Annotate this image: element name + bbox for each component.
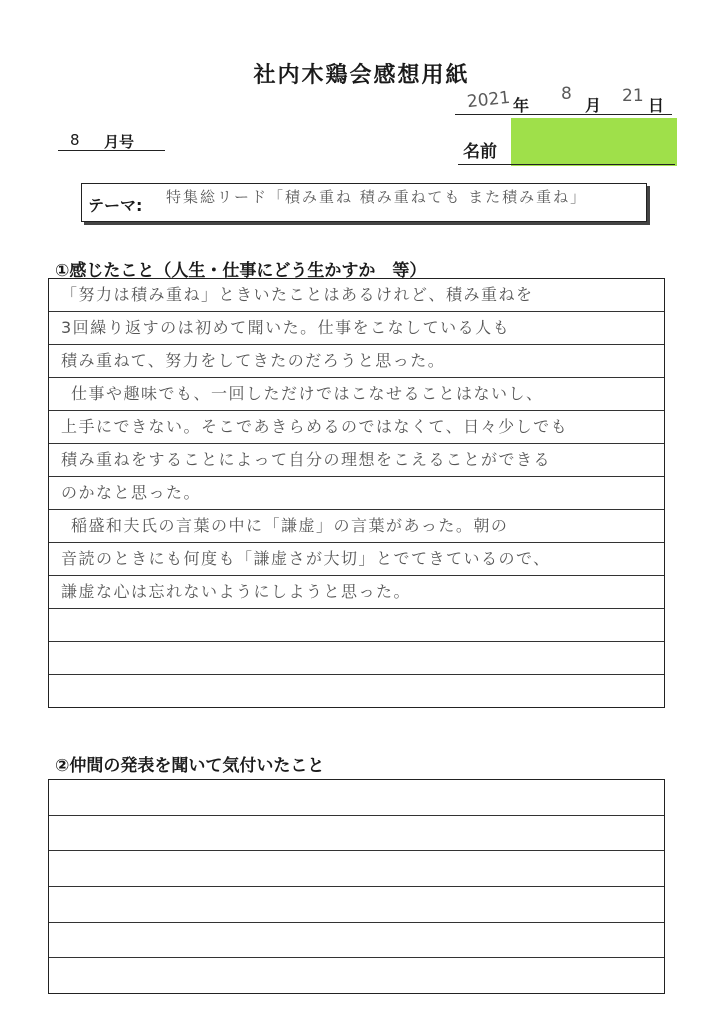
date-day: 21	[622, 86, 644, 106]
section1-line	[49, 279, 664, 312]
section2-line	[49, 887, 664, 923]
date-year: 2021	[466, 87, 512, 113]
handwritten-line: 仕事や趣味でも、一回しただけではこなせることはないし、	[71, 384, 544, 403]
section1-line	[49, 444, 664, 477]
handwritten-line: 謙虚な心は忘れないようにしようと思った。	[61, 582, 412, 601]
section1-line	[49, 345, 664, 378]
handwritten-line: 稲盛和夫氏の言葉の中に「謙虚」の言葉があった。朝の	[71, 516, 509, 535]
section1-heading: ①感じたこと（人生・仕事にどう生かすか 等）	[55, 261, 427, 281]
section2-line	[49, 816, 664, 852]
theme-label: テーマ:	[88, 196, 143, 215]
section2-lined-area	[48, 779, 665, 994]
section2-line	[49, 851, 664, 887]
section1-line	[49, 675, 664, 707]
handwritten-line: 積み重ねて、努力をしてきたのだろうと思った。	[61, 351, 446, 370]
section2-line	[49, 923, 664, 959]
handwritten-line: 3回繰り返すのは初めて聞いた。仕事をこなしている人も	[61, 318, 511, 337]
handwritten-line: 「努力は積み重ね」ときいたことはあるけれど、積み重ねを	[61, 285, 534, 304]
section1-line	[49, 576, 664, 609]
section1-line	[49, 411, 664, 444]
theme-text: 特集総リード「積み重ね 積み重ねても また積み重ね」	[166, 188, 588, 206]
section2-line	[49, 780, 664, 816]
section1-line	[49, 609, 664, 642]
name-underline	[458, 164, 675, 165]
section1-line	[49, 378, 664, 411]
handwritten-line: 上手にできない。そこであきらめるのではなくて、日々少しでも	[61, 417, 569, 436]
section1-line	[49, 642, 664, 675]
name-label: 名前	[463, 142, 497, 162]
section1-line	[49, 510, 664, 543]
date-year-label: 年	[513, 96, 530, 115]
section1-line	[49, 543, 664, 576]
handwritten-line: のかなと思った。	[61, 483, 202, 502]
issue-underline	[58, 150, 165, 151]
section2-heading: ②仲間の発表を聞いて気付いたこと	[55, 756, 325, 776]
date-month-label: 月	[585, 96, 602, 115]
section2-line	[49, 958, 664, 993]
date-month: 8	[561, 84, 572, 104]
date-day-label: 日	[648, 96, 665, 115]
section1-lined-area	[48, 278, 665, 708]
handwritten-line: 音読のときにも何度も「謙虚さが大切」とでてきているので、	[61, 549, 551, 568]
section1-line	[49, 477, 664, 510]
issue-number: 8	[70, 131, 80, 149]
name-redaction	[511, 118, 677, 166]
form-title: 社内木鶏会感想用紙	[253, 63, 470, 88]
issue-label: 月号	[104, 133, 135, 151]
date-underline	[455, 114, 672, 115]
handwritten-line: 積み重ねをすることによって自分の理想をこえることができる	[61, 450, 552, 469]
section1-line	[49, 312, 664, 345]
